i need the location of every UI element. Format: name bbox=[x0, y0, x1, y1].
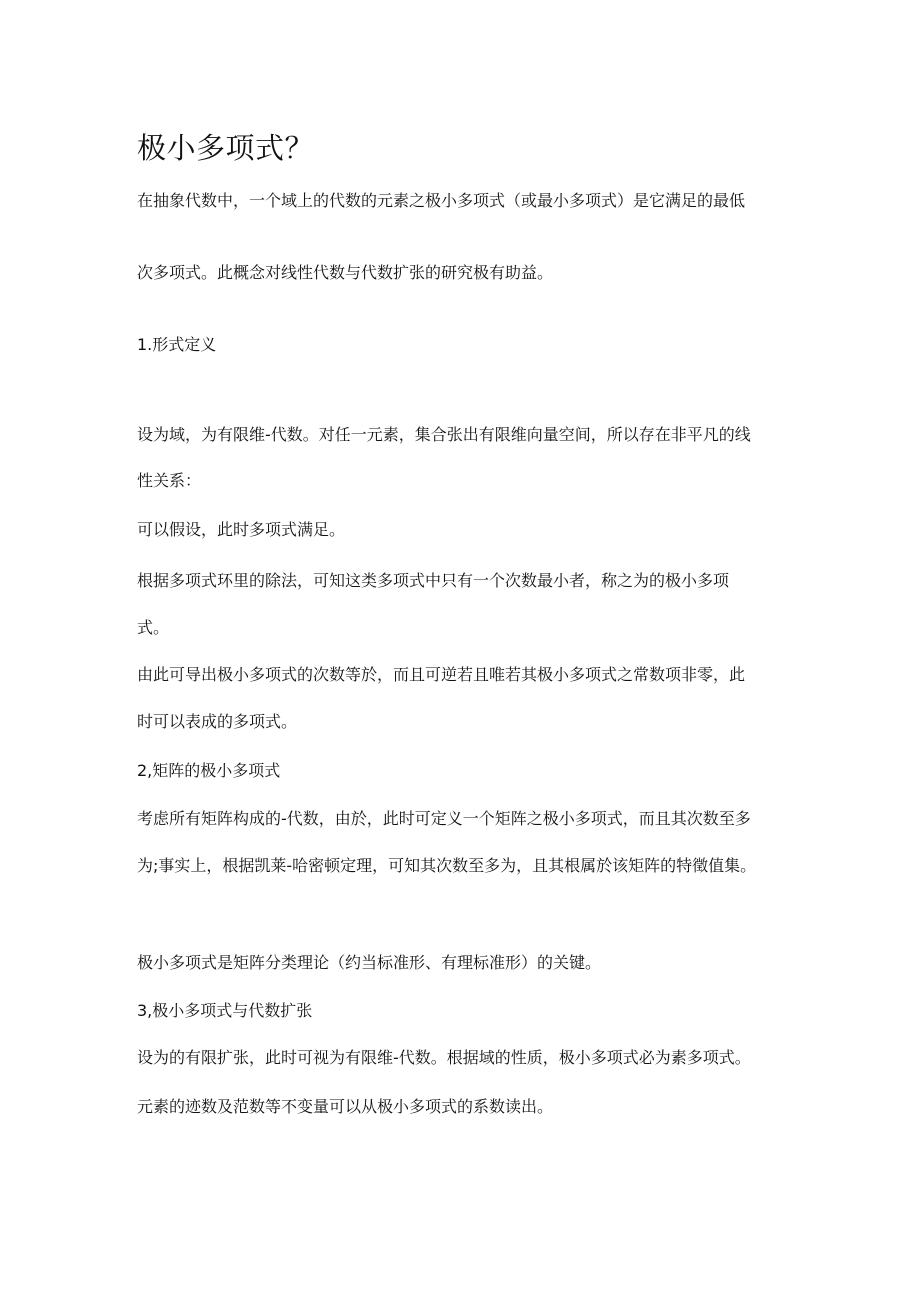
paragraph-line: 为;事实上，根据凯莱-哈密顿定理，可知其次数至多为，且其根属於该矩阵的特徵值集。 bbox=[137, 856, 757, 875]
paragraph-line: 设为的有限扩张，此时可视为有限维-代数。根据域的性质，极小多项式必为素多项式。 bbox=[137, 1048, 751, 1067]
paragraph-line: 极小多项式是矩阵分类理论（约当标准形、有理标准形）的关键。 bbox=[137, 953, 602, 972]
section-heading-formal-definition: 1.形式定义 bbox=[137, 335, 217, 354]
paragraph-line: 时可以表成的多项式。 bbox=[137, 712, 298, 731]
paragraph-line: 式。 bbox=[137, 618, 170, 637]
paragraph-line: 设为域，为有限维-代数。对任一元素，集合张出有限维向量空间，所以存在非平凡的线 bbox=[137, 425, 751, 444]
paragraph-line: 性关系： bbox=[137, 471, 202, 490]
paragraph-line: 可以假设，此时多项式满足。 bbox=[137, 520, 346, 539]
paragraph-line: 根据多项式环里的除法，可知这类多项式中只有一个次数最小者，称之为的极小多项 bbox=[137, 571, 730, 590]
section-heading-matrix: 2,矩阵的极小多项式 bbox=[137, 761, 281, 780]
intro-paragraph-line: 次多项式。此概念对线性代数与代数扩张的研究极有助益。 bbox=[137, 263, 554, 282]
section-heading-algebraic-extension: 3,极小多项式与代数扩张 bbox=[137, 1001, 313, 1020]
paragraph-line: 考虑所有矩阵构成的-代数，由於，此时可定义一个矩阵之极小多项式，而且其次数至多 bbox=[137, 809, 751, 828]
paragraph-line: 元素的迹数及范数等不变量可以从极小多项式的系数读出。 bbox=[137, 1097, 554, 1116]
page-title: 极小多项式？ bbox=[137, 131, 315, 165]
intro-paragraph-line: 在抽象代数中，一个域上的代数的元素之极小多项式（或最小多项式）是它满足的最低 bbox=[137, 191, 746, 210]
paragraph-line: 由此可导出极小多项式的次数等於，而且可逆若且唯若其极小多项式之常数项非零，此 bbox=[137, 665, 746, 684]
